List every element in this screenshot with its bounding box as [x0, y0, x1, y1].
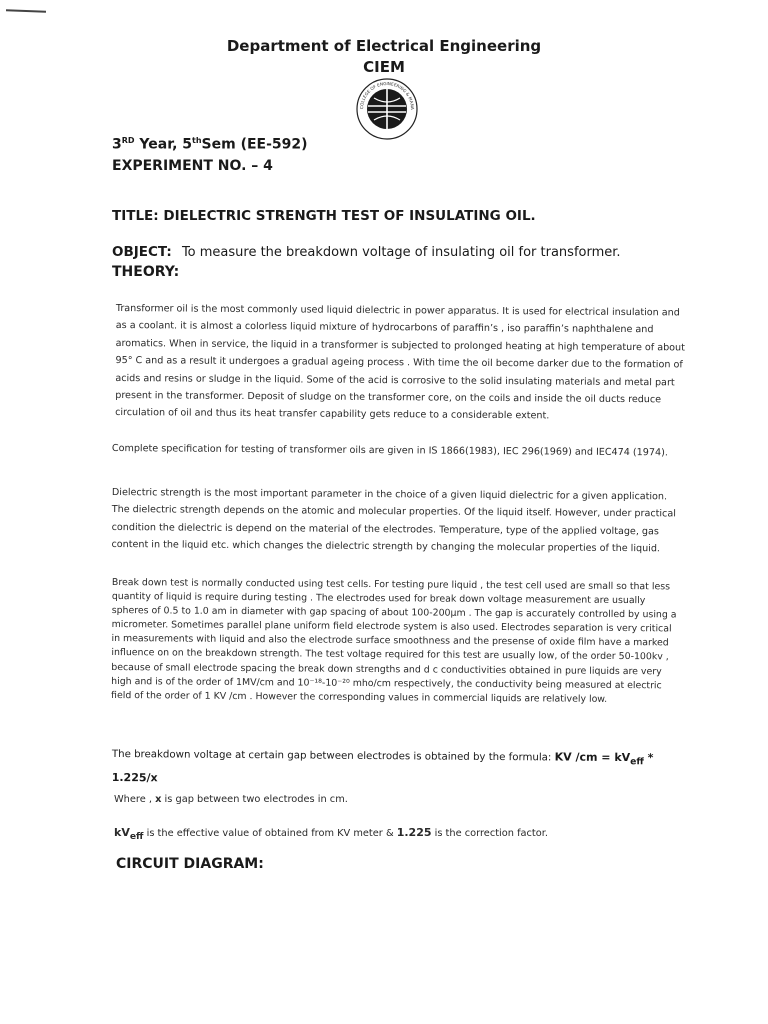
- formula-line-2: 1.225/x: [111, 771, 158, 785]
- object-line: [112, 244, 621, 260]
- kveff-definition: $kV_{eff}$ is the effective value of obtained from KV meter & 1.225 is the correction factor.: [114, 826, 549, 843]
- logo-ring-text: COLLEGE OF ENGINEERING & MANA: [358, 80, 416, 110]
- where-line: Where , x is gap between two electrodes in cm.: [114, 794, 348, 805]
- college-logo: [354, 76, 420, 142]
- theory-heading: THEORY:: [112, 264, 180, 280]
- theory-paragraph-3: Dielectric strength is the most important parameter in the choice of a given liquid dielectric for a given application. The dielectric strength depends on the atomic and molecular properties. Of the liquid itself. However, under practical condition the dielectric is depend on the material of the electrodes. Temperature, type of the applied voltage, gas content in the liquid etc. which changes the dielectric strength by changing the molecular properties of the liquid.: [111, 486, 676, 555]
- experiment-number: EXPERIMENT NO. – 4: [112, 158, 273, 174]
- department-heading: Department of Electrical Engineering: [226, 37, 542, 55]
- theory-paragraph-4: Break down test is normally conducted using test cells. For testing pure liquid , the test cell used are small so that less quantity of liquid is require during testing . The electrodes used for break down voltage measurement are usually spheres of 0.5 to 1.0 am in diameter with gap spacing of about 100-200µm . The gap is accurately controlled by using a micrometer. Sometimes parallel plane uniform field electrode system is also used. Electrodes separation is very critical in measurements with liquid and also the electrode surface smoothness and the presense of oxide film have a marked influence on on the breakdown strength. The test voltage required for this test are usually low, of the order 50-100kv , because of small electrode spacing the break down strengths and d c conductivities obtained in pure liquids are very high and is of the order of 1MV/cm and 10⁻¹⁸-10⁻²⁰ mho/cm respectively, the conductivity being measured at electric field of the order of 1 KV /cm . However the corresponding values in commercial liquids are relatively low.: [111, 576, 677, 705]
- pen-mark: [6, 9, 46, 12]
- circuit-diagram-heading: CIRCUIT DIAGRAM:: [116, 856, 264, 872]
- theory-paragraph-2: Complete specification for testing of transformer oils are given in IS 1866(1983), IEC 296(1969) and IEC474 (1974).: [111, 442, 668, 459]
- experiment-title: TITLE: DIELECTRIC STRENGTH TEST OF INSULATING OIL.: [112, 208, 536, 224]
- formula-block: The breakdown voltage at certain gap between electrodes is obtained by the formula: KV $/cm = kV_{eff}$ * 1.225/x: [111, 748, 654, 785]
- object-text: To measure the breakdown voltage of insulating oil for transformer.: [181, 245, 621, 260]
- object-label: OBJECT:: [112, 244, 172, 260]
- institute-name: CIEM: [363, 58, 405, 76]
- course-info: 3RD Year, 5thSem (EE-592): [112, 136, 308, 153]
- formula-expression: KV $/cm = kV_{eff}$ *: [554, 750, 654, 768]
- theory-paragraph-1: Transformer oil is the most commonly used liquid dielectric in power apparatus. It is used for electrical insulation and as a coolant. it is almost a colorless liquid mixture of hydrocarbons of paraffin’s , iso paraffin’s naphthalene and aromatics. When in service, the liquid in a transformer is subjected to prolonged heating at high temperature of about 95° C and as a result it undergoes a gradual ageing process . With time the oil become darker due to the formation of acids and resins or sludge in the liquid. Some of the acid is corrosive to the solid insulating materials and metal part present in the transformer. Deposit of sludge on the transformer core, on the coils and inside the oil ducts reduce circulation of oil and thus its heat transfer capability gets reduce to a considerable extent.: [115, 302, 685, 422]
